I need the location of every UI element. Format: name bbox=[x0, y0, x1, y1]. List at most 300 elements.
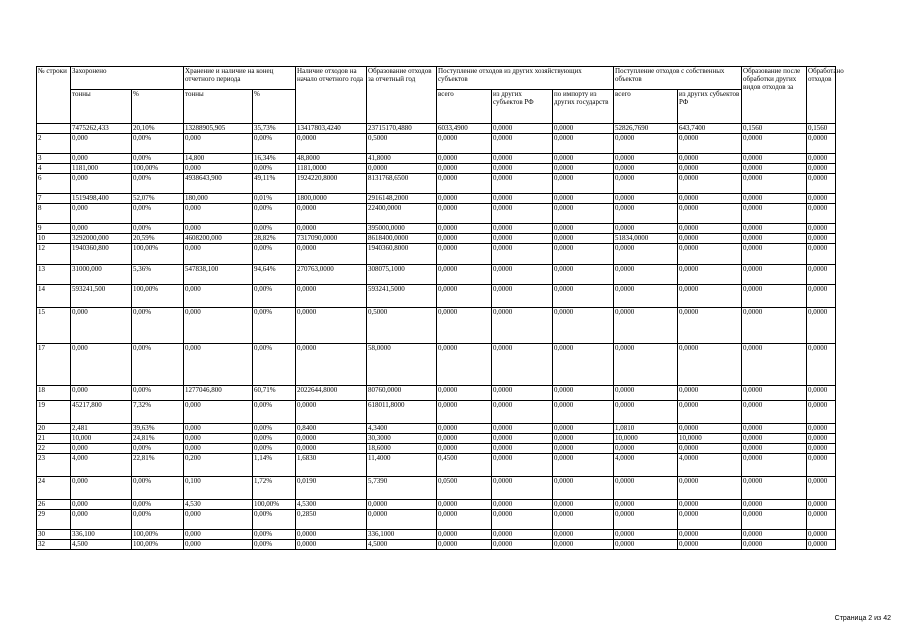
table-cell: 0,0000 bbox=[553, 477, 614, 500]
table-cell: 0,0000 bbox=[807, 454, 836, 477]
table-cell: 0,000 bbox=[184, 244, 253, 265]
table-cell: 270763,0000 bbox=[296, 265, 367, 285]
table-cell: 0,000 bbox=[71, 224, 132, 234]
table-row bbox=[37, 424, 836, 434]
table-cell: 60,71% bbox=[253, 386, 296, 401]
row-number-cell: 12 bbox=[37, 244, 71, 265]
table-cell: 0,0000 bbox=[807, 444, 836, 454]
header-business-import: по импорту из других государств bbox=[553, 90, 614, 124]
table-row bbox=[37, 224, 836, 234]
table-cell: 0,00% bbox=[253, 344, 296, 386]
table-cell: 0,0000 bbox=[807, 434, 836, 444]
table-row bbox=[37, 344, 836, 386]
waste-report-table bbox=[36, 66, 844, 550]
table-cell: 0,0000 bbox=[296, 224, 367, 234]
table-cell: 0,0000 bbox=[807, 540, 836, 550]
table-cell: 395000,0000 bbox=[367, 224, 437, 234]
table-cell: 0,0000 bbox=[553, 344, 614, 386]
table-cell: 1519498,400 bbox=[71, 194, 132, 204]
table-cell: 0,5000 bbox=[367, 134, 437, 154]
page-number: Страница 2 из 42 bbox=[834, 615, 891, 622]
table-cell: 593241,500 bbox=[71, 285, 132, 308]
table-cell: 308075,1000 bbox=[367, 265, 437, 285]
table-cell: 1,72% bbox=[253, 477, 296, 500]
table-cell: 0,0000 bbox=[614, 477, 678, 500]
table-cell: 0,0000 bbox=[553, 434, 614, 444]
table-cell: 0,1560 bbox=[807, 124, 836, 134]
table-cell: 1940360,8000 bbox=[367, 244, 437, 265]
table-cell: 1,0810 bbox=[614, 424, 678, 434]
table-cell: 0,0000 bbox=[614, 444, 678, 454]
table-cell: 0,00% bbox=[253, 434, 296, 444]
table-cell: 0,0000 bbox=[807, 510, 836, 530]
table-row bbox=[37, 530, 836, 540]
table-cell: 1181,000 bbox=[71, 164, 132, 174]
table-cell: 0,8400 bbox=[296, 424, 367, 434]
table-cell: 336,1000 bbox=[367, 530, 437, 540]
row-number-cell: 15 bbox=[37, 308, 71, 344]
table-cell: 1924220,8000 bbox=[296, 174, 367, 194]
table-cell: 10,0000 bbox=[678, 434, 742, 444]
table-row bbox=[37, 265, 836, 285]
table-cell: 0,0000 bbox=[678, 204, 742, 224]
table-cell: 0,000 bbox=[184, 134, 253, 154]
header-formation: Образование отходов за отчетный год bbox=[367, 67, 437, 124]
table-cell: 0,0000 bbox=[296, 401, 367, 424]
table-row bbox=[37, 204, 836, 224]
table-cell: 0,000 bbox=[184, 224, 253, 234]
table-cell: 0,0190 bbox=[296, 477, 367, 500]
row-number-cell: 6 bbox=[37, 174, 71, 194]
table-cell: 0,0000 bbox=[492, 154, 553, 164]
table-header-row-1 bbox=[37, 67, 836, 90]
row-number-cell: 3 bbox=[37, 154, 71, 164]
table-cell: 100,00% bbox=[132, 540, 184, 550]
table-row bbox=[37, 244, 836, 265]
table-cell: 0,0000 bbox=[742, 424, 807, 434]
table-cell: 0,0000 bbox=[678, 308, 742, 344]
table-cell: 0,1560 bbox=[742, 124, 807, 134]
table-cell: 0,00% bbox=[253, 444, 296, 454]
table-cell: 0,000 bbox=[184, 401, 253, 424]
table-cell: 22,81% bbox=[132, 454, 184, 477]
table-cell: 0,0000 bbox=[742, 510, 807, 530]
table-cell: 0,00% bbox=[253, 424, 296, 434]
table-cell: 0,0000 bbox=[742, 285, 807, 308]
table-row bbox=[37, 285, 836, 308]
header-received-own: Поступление отходов с собственных объектов bbox=[614, 67, 742, 90]
table-cell: 0,0000 bbox=[678, 510, 742, 530]
table-cell: 0,0000 bbox=[492, 134, 553, 154]
table-cell: 0,00% bbox=[132, 444, 184, 454]
row-number-cell: 20 bbox=[37, 424, 71, 434]
table-cell: 4,0000 bbox=[678, 454, 742, 477]
table-cell: 0,0000 bbox=[492, 434, 553, 444]
table-cell: 4,5300 bbox=[296, 500, 367, 510]
table-cell: 48,8000 bbox=[296, 154, 367, 164]
table-cell: 0,00% bbox=[253, 540, 296, 550]
table-cell: 0,0000 bbox=[367, 164, 437, 174]
row-number-cell: 30 bbox=[37, 530, 71, 540]
table-cell: 0,000 bbox=[71, 344, 132, 386]
table-cell: 0,0000 bbox=[437, 134, 492, 154]
table-cell: 1,14% bbox=[253, 454, 296, 477]
table-cell: 1,6830 bbox=[296, 454, 367, 477]
table-cell: 0,0000 bbox=[742, 194, 807, 204]
table-cell: 0,0000 bbox=[367, 500, 437, 510]
table-cell: 0,00% bbox=[253, 244, 296, 265]
table-cell: 0,0000 bbox=[492, 344, 553, 386]
row-number-cell bbox=[37, 124, 71, 134]
table-cell: 5,36% bbox=[132, 265, 184, 285]
table-cell: 593241,5000 bbox=[367, 285, 437, 308]
table-cell: 0,0000 bbox=[492, 386, 553, 401]
table-row bbox=[37, 234, 836, 244]
table-cell: 1800,0000 bbox=[296, 194, 367, 204]
table-cell: 0,00% bbox=[253, 530, 296, 540]
table-cell: 0,0000 bbox=[614, 540, 678, 550]
table-cell: 0,0000 bbox=[807, 500, 836, 510]
table-cell: 0,0000 bbox=[807, 224, 836, 234]
table-cell: 0,0000 bbox=[553, 540, 614, 550]
table-cell: 0,000 bbox=[71, 477, 132, 500]
table-cell: 0,0000 bbox=[296, 244, 367, 265]
table-cell: 0,00% bbox=[132, 154, 184, 164]
table-cell: 100,00% bbox=[132, 164, 184, 174]
table-cell: 0,0000 bbox=[614, 344, 678, 386]
table-cell: 0,0000 bbox=[678, 285, 742, 308]
table-cell: 0,0000 bbox=[296, 344, 367, 386]
table-cell: 0,0000 bbox=[437, 204, 492, 224]
table-cell: 0,0000 bbox=[742, 477, 807, 500]
table-cell: 0,01% bbox=[253, 194, 296, 204]
table-cell: 0,000 bbox=[184, 285, 253, 308]
table-cell: 0,00% bbox=[253, 285, 296, 308]
table-cell: 0,0000 bbox=[742, 386, 807, 401]
table-cell: 1277046,800 bbox=[184, 386, 253, 401]
table-cell: 0,00% bbox=[132, 386, 184, 401]
table-cell: 0,00% bbox=[132, 204, 184, 224]
table-cell: 336,100 bbox=[71, 530, 132, 540]
table-cell: 0,0000 bbox=[678, 174, 742, 194]
table-cell: 0,0000 bbox=[492, 204, 553, 224]
table-cell: 0,00% bbox=[132, 510, 184, 530]
table-cell: 0,0000 bbox=[807, 285, 836, 308]
table-cell: 0,000 bbox=[184, 308, 253, 344]
table-cell: 0,0000 bbox=[742, 434, 807, 444]
table-cell: 0,0000 bbox=[492, 477, 553, 500]
row-number-cell: 19 bbox=[37, 401, 71, 424]
table-cell: 0,00% bbox=[132, 477, 184, 500]
row-number-cell: 14 bbox=[37, 285, 71, 308]
table-cell: 0,000 bbox=[71, 500, 132, 510]
table-cell: 1181,0000 bbox=[296, 164, 367, 174]
table-cell: 0,0000 bbox=[437, 386, 492, 401]
header-storage-percent: % bbox=[253, 90, 296, 124]
table-cell: 0,0000 bbox=[296, 204, 367, 224]
table-cell: 0,0000 bbox=[437, 194, 492, 204]
table-cell: 0,0000 bbox=[492, 244, 553, 265]
table-cell: 643,7400 bbox=[678, 124, 742, 134]
table-cell: 0,0000 bbox=[437, 265, 492, 285]
table-cell: 0,0000 bbox=[807, 308, 836, 344]
table-cell: 7475262,433 bbox=[71, 124, 132, 134]
row-number-cell: 17 bbox=[37, 344, 71, 386]
table-cell: 0,0000 bbox=[296, 308, 367, 344]
table-cell: 0,0000 bbox=[614, 285, 678, 308]
table-cell: 0,0000 bbox=[492, 424, 553, 434]
table-cell: 0,0000 bbox=[492, 500, 553, 510]
table-cell: 180,000 bbox=[184, 194, 253, 204]
table-cell: 0,0000 bbox=[492, 194, 553, 204]
table-cell: 0,200 bbox=[184, 454, 253, 477]
table-cell: 0,0000 bbox=[742, 530, 807, 540]
table-cell: 0,0000 bbox=[437, 344, 492, 386]
table-cell: 4,3400 bbox=[367, 424, 437, 434]
header-formation-after: Образование после обработки других видов отходов за bbox=[742, 67, 807, 124]
table-row bbox=[37, 540, 836, 550]
table-cell: 0,0000 bbox=[296, 285, 367, 308]
table-cell: 11,4000 bbox=[367, 454, 437, 477]
table-row bbox=[37, 444, 836, 454]
table-cell: 0,0000 bbox=[553, 134, 614, 154]
row-number-cell: 26 bbox=[37, 500, 71, 510]
table-cell: 0,0000 bbox=[742, 344, 807, 386]
table-cell: 0,0000 bbox=[492, 285, 553, 308]
table-cell: 0,0000 bbox=[678, 224, 742, 234]
table-cell: 0,0000 bbox=[678, 444, 742, 454]
table-cell: 0,0000 bbox=[492, 224, 553, 234]
table-cell: 4,0000 bbox=[614, 454, 678, 477]
table-cell: 100,00% bbox=[132, 244, 184, 265]
table-cell: 0,0000 bbox=[742, 500, 807, 510]
table-cell: 0,00% bbox=[253, 308, 296, 344]
table-cell: 0,0000 bbox=[553, 194, 614, 204]
table-cell: 0,000 bbox=[184, 424, 253, 434]
table-cell: 0,0000 bbox=[807, 134, 836, 154]
row-number-cell: 24 bbox=[37, 477, 71, 500]
table-cell: 0,000 bbox=[184, 540, 253, 550]
table-cell: 0,100 bbox=[184, 477, 253, 500]
table-cell: 2,481 bbox=[71, 424, 132, 434]
table-cell: 0,0000 bbox=[742, 134, 807, 154]
table-cell: 3292000,000 bbox=[71, 234, 132, 244]
table-cell: 0,0000 bbox=[614, 174, 678, 194]
table-cell: 0,0000 bbox=[437, 434, 492, 444]
table-cell: 0,0000 bbox=[553, 308, 614, 344]
table-cell: 24,81% bbox=[132, 434, 184, 444]
table-cell: 0,0000 bbox=[437, 174, 492, 194]
table-cell: 5,7390 bbox=[367, 477, 437, 500]
table-cell: 0,00% bbox=[253, 224, 296, 234]
table-cell: 10,000 bbox=[71, 434, 132, 444]
header-own-other-subjects: из других субъектов РФ bbox=[678, 90, 742, 124]
table-cell: 0,5000 bbox=[367, 308, 437, 344]
table-cell: 20,59% bbox=[132, 234, 184, 244]
table-cell: 0,0000 bbox=[614, 134, 678, 154]
table-cell: 0,00% bbox=[253, 401, 296, 424]
table-cell: 0,000 bbox=[71, 204, 132, 224]
table-cell: 0,0000 bbox=[614, 500, 678, 510]
table-cell: 0,0000 bbox=[553, 224, 614, 234]
table-cell: 0,0000 bbox=[614, 530, 678, 540]
table-cell: 0,0000 bbox=[742, 401, 807, 424]
table-cell: 0,0000 bbox=[614, 194, 678, 204]
table-cell: 547838,100 bbox=[184, 265, 253, 285]
table-cell: 0,0000 bbox=[553, 424, 614, 434]
table-cell: 22400,0000 bbox=[367, 204, 437, 224]
table-cell: 30,3000 bbox=[367, 434, 437, 444]
table-cell: 0,0000 bbox=[807, 174, 836, 194]
table-cell: 0,000 bbox=[184, 344, 253, 386]
table-cell: 20,10% bbox=[132, 124, 184, 134]
table-cell: 0,0000 bbox=[553, 164, 614, 174]
table-cell: 100,00% bbox=[132, 530, 184, 540]
table-cell: 4,000 bbox=[71, 454, 132, 477]
row-number-cell: 2 bbox=[37, 134, 71, 154]
table-cell: 0,0000 bbox=[437, 500, 492, 510]
table-cell: 14,800 bbox=[184, 154, 253, 164]
table-cell: 0,0000 bbox=[807, 477, 836, 500]
row-number-cell: 10 bbox=[37, 234, 71, 244]
table-cell: 0,0000 bbox=[437, 164, 492, 174]
table-cell: 0,0000 bbox=[614, 510, 678, 530]
table-cell: 0,0000 bbox=[553, 510, 614, 530]
table-cell: 51834,0000 bbox=[614, 234, 678, 244]
header-row-number: № строки bbox=[37, 67, 71, 124]
table-cell: 0,0000 bbox=[807, 386, 836, 401]
table-cell: 0,0000 bbox=[742, 154, 807, 164]
table-cell: 0,0000 bbox=[742, 308, 807, 344]
table-cell: 0,0000 bbox=[678, 344, 742, 386]
table-cell: 0,0000 bbox=[553, 154, 614, 164]
header-own-total: всего bbox=[614, 90, 678, 124]
table-cell: 0,0000 bbox=[742, 164, 807, 174]
row-number-cell: 29 bbox=[37, 510, 71, 530]
table-row bbox=[37, 477, 836, 500]
row-number-cell: 22 bbox=[37, 444, 71, 454]
header-business-other-subjects: из других субъектов РФ bbox=[492, 90, 553, 124]
table-cell: 13288905,905 bbox=[184, 124, 253, 134]
table-cell: 4,500 bbox=[71, 540, 132, 550]
table-cell: 31000,000 bbox=[71, 265, 132, 285]
table-cell: 0,0000 bbox=[614, 401, 678, 424]
table-cell: 58,0000 bbox=[367, 344, 437, 386]
table-cell: 18,6000 bbox=[367, 444, 437, 454]
table-cell: 0,000 bbox=[71, 174, 132, 194]
table-cell: 0,0000 bbox=[678, 401, 742, 424]
table-row bbox=[37, 434, 836, 444]
table-row bbox=[37, 134, 836, 154]
row-number-cell: 23 bbox=[37, 454, 71, 477]
table-cell: 0,0000 bbox=[614, 244, 678, 265]
header-business-total: всего bbox=[437, 90, 492, 124]
row-number-cell: 18 bbox=[37, 386, 71, 401]
table-row bbox=[37, 194, 836, 204]
table-cell: 0,00% bbox=[253, 164, 296, 174]
table-cell: 0,000 bbox=[71, 510, 132, 530]
table-cell: 7317090,0000 bbox=[296, 234, 367, 244]
header-start-amount: Наличие отходов на начало отчетного года bbox=[296, 67, 367, 124]
table-cell: 0,0000 bbox=[807, 194, 836, 204]
table-cell: 45217,800 bbox=[71, 401, 132, 424]
table-cell: 0,0000 bbox=[807, 401, 836, 424]
table-cell: 0,0000 bbox=[296, 444, 367, 454]
header-storage-tonnes: тонны bbox=[184, 90, 253, 124]
table-cell: 0,0000 bbox=[492, 540, 553, 550]
table-cell: 0,0000 bbox=[614, 308, 678, 344]
table-cell: 0,0000 bbox=[553, 124, 614, 134]
table-cell: 0,0000 bbox=[678, 244, 742, 265]
table-cell: 8618400,0000 bbox=[367, 234, 437, 244]
table-cell: 0,0500 bbox=[437, 477, 492, 500]
table-cell: 0,000 bbox=[184, 510, 253, 530]
table-cell: 0,0000 bbox=[678, 234, 742, 244]
table-cell: 0,0000 bbox=[553, 265, 614, 285]
table-cell: 0,0000 bbox=[553, 500, 614, 510]
table-cell: 0,00% bbox=[253, 134, 296, 154]
table-cell: 0,0000 bbox=[678, 194, 742, 204]
table-row bbox=[37, 164, 836, 174]
table-cell: 0,0000 bbox=[367, 510, 437, 530]
table-cell: 0,0000 bbox=[492, 164, 553, 174]
table-cell: 0,0000 bbox=[678, 477, 742, 500]
table-cell: 0,0000 bbox=[492, 454, 553, 477]
table-cell: 0,0000 bbox=[553, 204, 614, 224]
table-cell: 0,00% bbox=[132, 174, 184, 194]
table-cell: 0,0000 bbox=[553, 285, 614, 308]
row-number-cell: 7 bbox=[37, 194, 71, 204]
row-number-cell: 4 bbox=[37, 164, 71, 174]
table-cell: 0,0000 bbox=[437, 530, 492, 540]
table-cell: 0,0000 bbox=[678, 265, 742, 285]
table-cell: 618011,8000 bbox=[367, 401, 437, 424]
table-cell: 0,000 bbox=[71, 386, 132, 401]
table-cell: 0,0000 bbox=[296, 530, 367, 540]
row-number-cell: 21 bbox=[37, 434, 71, 444]
row-number-cell: 32 bbox=[37, 540, 71, 550]
table-row bbox=[37, 454, 836, 477]
table-cell: 0,0000 bbox=[678, 530, 742, 540]
table-cell: 0,0000 bbox=[807, 164, 836, 174]
table-cell: 0,0000 bbox=[492, 444, 553, 454]
table-cell: 0,0000 bbox=[492, 530, 553, 540]
row-number-cell: 9 bbox=[37, 224, 71, 234]
table-cell: 0,0000 bbox=[742, 234, 807, 244]
row-number-cell: 13 bbox=[37, 265, 71, 285]
table-cell: 0,0000 bbox=[742, 444, 807, 454]
table-cell: 0,0000 bbox=[553, 244, 614, 265]
table-row bbox=[37, 308, 836, 344]
table-row bbox=[37, 174, 836, 194]
table-cell: 0,00% bbox=[253, 510, 296, 530]
table-cell: 0,0000 bbox=[553, 401, 614, 424]
table-cell: 0,0000 bbox=[437, 234, 492, 244]
table-cell: 0,0000 bbox=[553, 530, 614, 540]
table-cell: 23715170,4880 bbox=[367, 124, 437, 134]
table-cell: 0,0000 bbox=[807, 424, 836, 434]
table-cell: 0,0000 bbox=[678, 500, 742, 510]
table-cell: 28,82% bbox=[253, 234, 296, 244]
table-cell: 0,0000 bbox=[807, 530, 836, 540]
table-cell: 0,0000 bbox=[437, 424, 492, 434]
table-cell: 0,0000 bbox=[437, 285, 492, 308]
table-cell: 0,000 bbox=[71, 444, 132, 454]
header-buried-tonnes: тонны bbox=[71, 90, 132, 124]
table-cell: 0,0000 bbox=[437, 401, 492, 424]
table-cell: 100,00% bbox=[132, 285, 184, 308]
table-cell: 35,73% bbox=[253, 124, 296, 134]
